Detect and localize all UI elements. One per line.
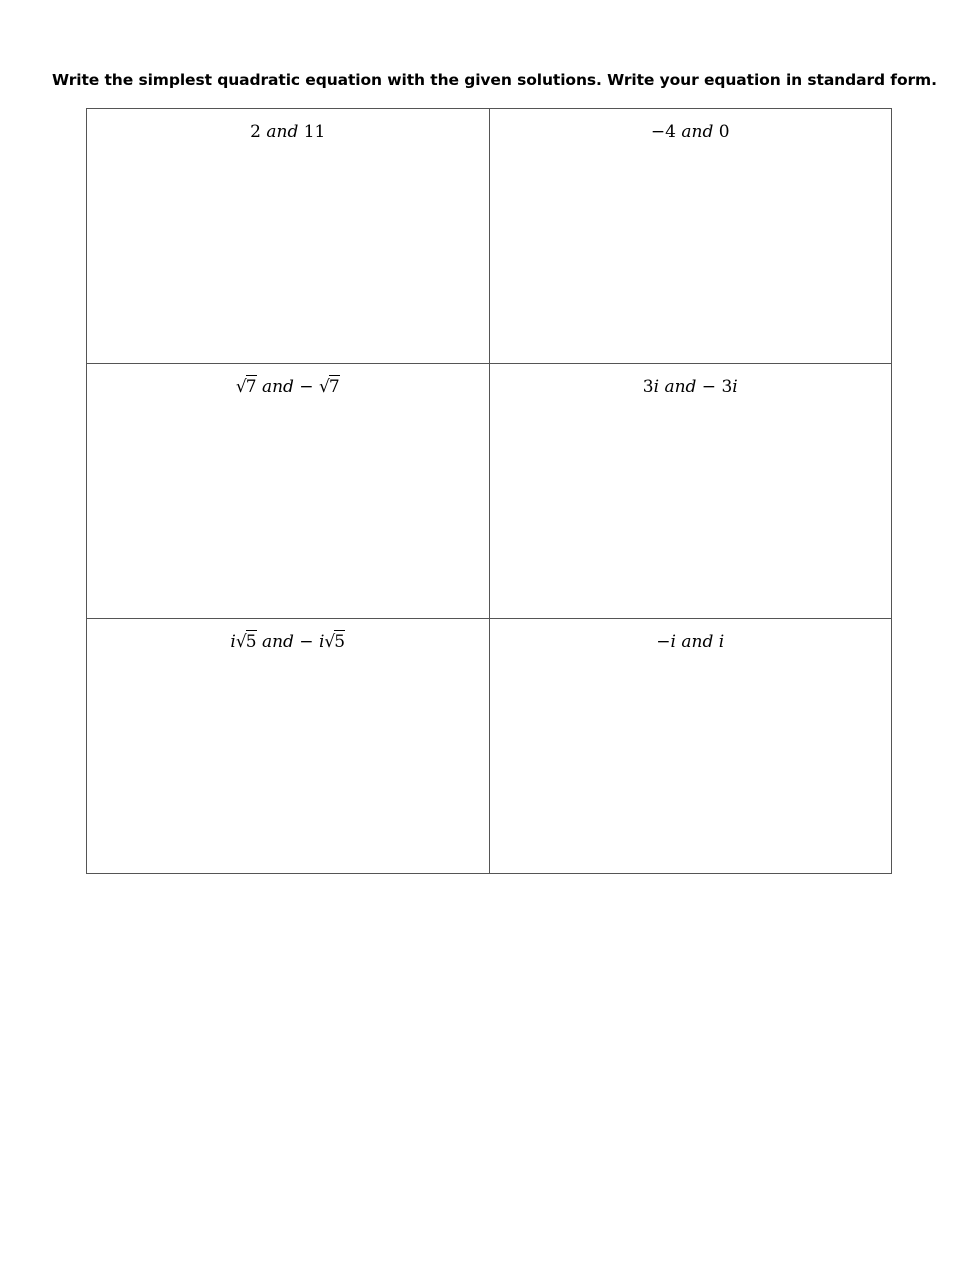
problem-cell-4[interactable] bbox=[489, 364, 892, 619]
problem-expression-3: √7 and − √7 bbox=[235, 377, 340, 397]
problem-cell-1[interactable] bbox=[87, 109, 490, 364]
problem-cell-6[interactable] bbox=[489, 619, 892, 874]
problem-expression-2: −4 and 0 bbox=[650, 122, 730, 142]
instructions-text: Write the simplest quadratic equation with the given solutions. Write your equation in standard form. bbox=[52, 71, 937, 89]
problem-expression-6: −i and i bbox=[656, 632, 725, 652]
problem-expression-5: i√5 and − i√5 bbox=[230, 632, 346, 652]
problem-grid bbox=[86, 108, 892, 874]
problem-cell-2[interactable] bbox=[489, 109, 892, 364]
problem-expression-1: 2 and 11 bbox=[250, 122, 326, 142]
problem-cell-3[interactable] bbox=[87, 364, 490, 619]
problem-cell-5[interactable] bbox=[87, 619, 490, 874]
problem-expression-4: 3i and − 3i bbox=[642, 377, 738, 397]
